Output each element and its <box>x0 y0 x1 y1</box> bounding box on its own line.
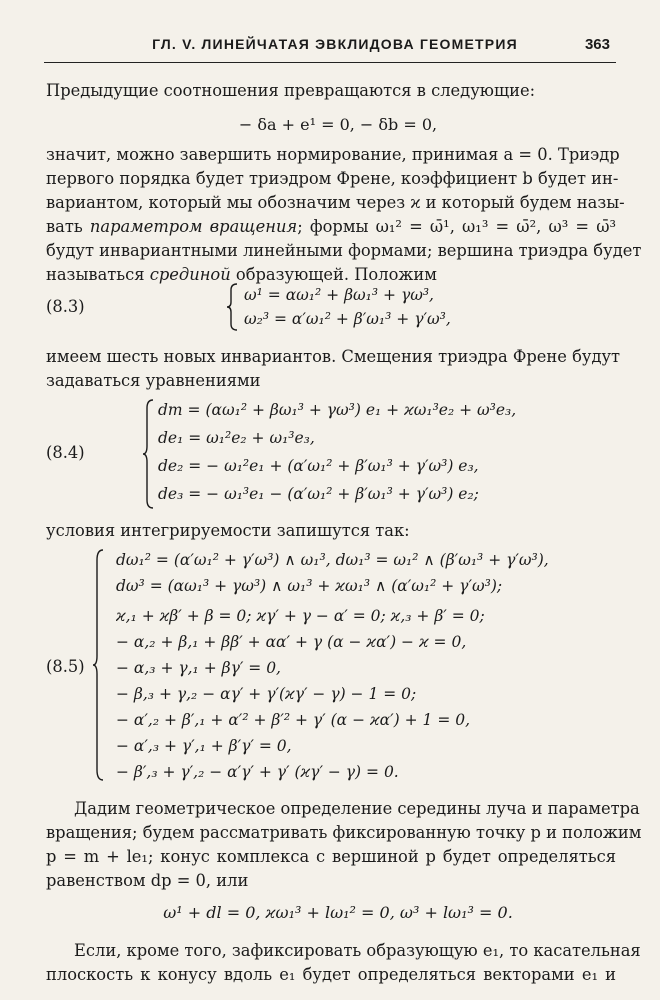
text-line: значит, можно завершить нормирование, принимая a = 0. Триэдр <box>46 145 620 164</box>
equation-number: (8.3) <box>46 297 85 316</box>
text-line: Дадим геометрическое определение середины луча и параметра <box>74 799 640 818</box>
equation-line: − α′,₃ + γ′,₁ + β′γ′ = 0, <box>116 737 292 755</box>
emphasized-term: параметром вращения <box>89 217 298 236</box>
equation-line: ϰ,₁ + ϰβ′ + β = 0; ϰγ′ + γ − α′ = 0; ϰ,₃ + β′ = 0; <box>116 607 485 625</box>
equation-line: − β,₃ + γ,₂ − αγ′ + γ′(ϰγ′ − γ) − 1 = 0; <box>116 685 417 703</box>
text-line: вращения; будем рассматривать фиксированную точку p и положим <box>46 823 642 842</box>
left-brace <box>226 282 240 332</box>
equation-line: − α′,₂ + β′,₁ + α′² + β′² + γ′ (α − ϰα′) + 1 = 0, <box>116 711 471 729</box>
equation-line: ω¹ = αω₁² + βω₁³ + γω³, <box>244 286 434 304</box>
equation-line: − β′,₃ + γ′,₂ − α′γ′ + γ′ (ϰγ′ − γ) = 0. <box>116 763 399 781</box>
equation-number: (8.4) <box>46 443 85 462</box>
equation-number: (8.5) <box>46 657 85 676</box>
text-line: Если, кроме того, зафиксировать образующую e₁, то касательная <box>74 941 641 960</box>
equation-line: ω₂³ = α′ω₁² + β′ω₁³ + γ′ω³, <box>244 310 451 328</box>
equation-line: − α,₃ + γ,₁ + βγ′ = 0, <box>116 659 281 677</box>
text-line: будут инвариантными линейными формами; вершина триэдра будет <box>46 241 642 260</box>
text-line: Предыдущие соотношения превращаются в следующие: <box>46 81 536 100</box>
text-fragment: вать <box>46 217 90 236</box>
text-line: условия интегрируемости запишутся так: <box>46 521 410 540</box>
left-brace <box>142 398 156 510</box>
emphasized-term: срединой <box>149 265 231 284</box>
text-fragment: ; формы ω₁² = ω̄¹, ω₁³ = ω̄², ω³ = ω̄³ <box>297 217 617 236</box>
equation-line: dω₁² = (α′ω₁² + γ′ω³) ∧ ω₁³, dω₁³ = ω₁² ∧ (β′ω₁³ + γ′ω³), <box>116 551 549 569</box>
text-line: задаваться уравнениями <box>46 371 261 390</box>
left-brace <box>92 548 106 782</box>
text-fragment: образующей. Положим <box>230 265 437 284</box>
chapter-title: ГЛ. V. ЛИНЕЙЧАТАЯ ЭВКЛИДОВА ГЕОМЕТРИЯ <box>152 36 518 52</box>
equation-line: dω³ = (αω₁³ + γω³) ∧ ω₁³ + ϰω₁³ ∧ (α′ω₁² + γ′ω³); <box>116 577 503 595</box>
text-line: p = m + le₁; конус комплекса с вершиной p будет определяться <box>46 847 616 866</box>
equation-line: − α,₂ + β,₁ + ββ′ + αα′ + γ (α − ϰα′) − ϰ = 0, <box>116 633 467 651</box>
text-line: первого порядка будет триэдром Френе, коэффициент b будет ин- <box>46 169 619 188</box>
text-line: равенством dp = 0, или <box>46 871 249 890</box>
running-header <box>0 36 660 60</box>
text-line: вариантом, который мы обозначим через ϰ и который будем назы- <box>46 193 625 212</box>
text-line <box>46 214 616 240</box>
text-line: плоскость к конусу вдоль e₁ будет определяться векторами e₁ и <box>46 965 616 984</box>
equation-normalization: − δa + e¹ = 0, − δb = 0, <box>238 115 438 134</box>
header-rule <box>44 62 616 63</box>
equation-line: de₂ = − ω₁²e₁ + (α′ω₁² + β′ω₁³ + γ′ω³) e₃, <box>158 457 479 475</box>
text-line: имеем шесть новых инвариантов. Смещения триэдра Френе будут <box>46 347 621 366</box>
equation-line: de₃ = − ω₁³e₁ − (α′ω₁² + β′ω₁³ + γ′ω³) e₂; <box>158 485 479 503</box>
equation-cone: ω¹ + dl = 0, ϰω₁³ + lω₁² = 0, ω³ + lω₁³ = 0. <box>163 903 513 922</box>
text-fragment: называться <box>46 265 150 284</box>
page-number: 363 <box>584 36 610 53</box>
equation-line: dm = (αω₁² + βω₁³ + γω³) e₁ + ϰω₁³e₂ + ω³e₃, <box>158 401 517 419</box>
equation-line: de₁ = ω₁²e₂ + ω₁³e₃, <box>158 429 315 447</box>
